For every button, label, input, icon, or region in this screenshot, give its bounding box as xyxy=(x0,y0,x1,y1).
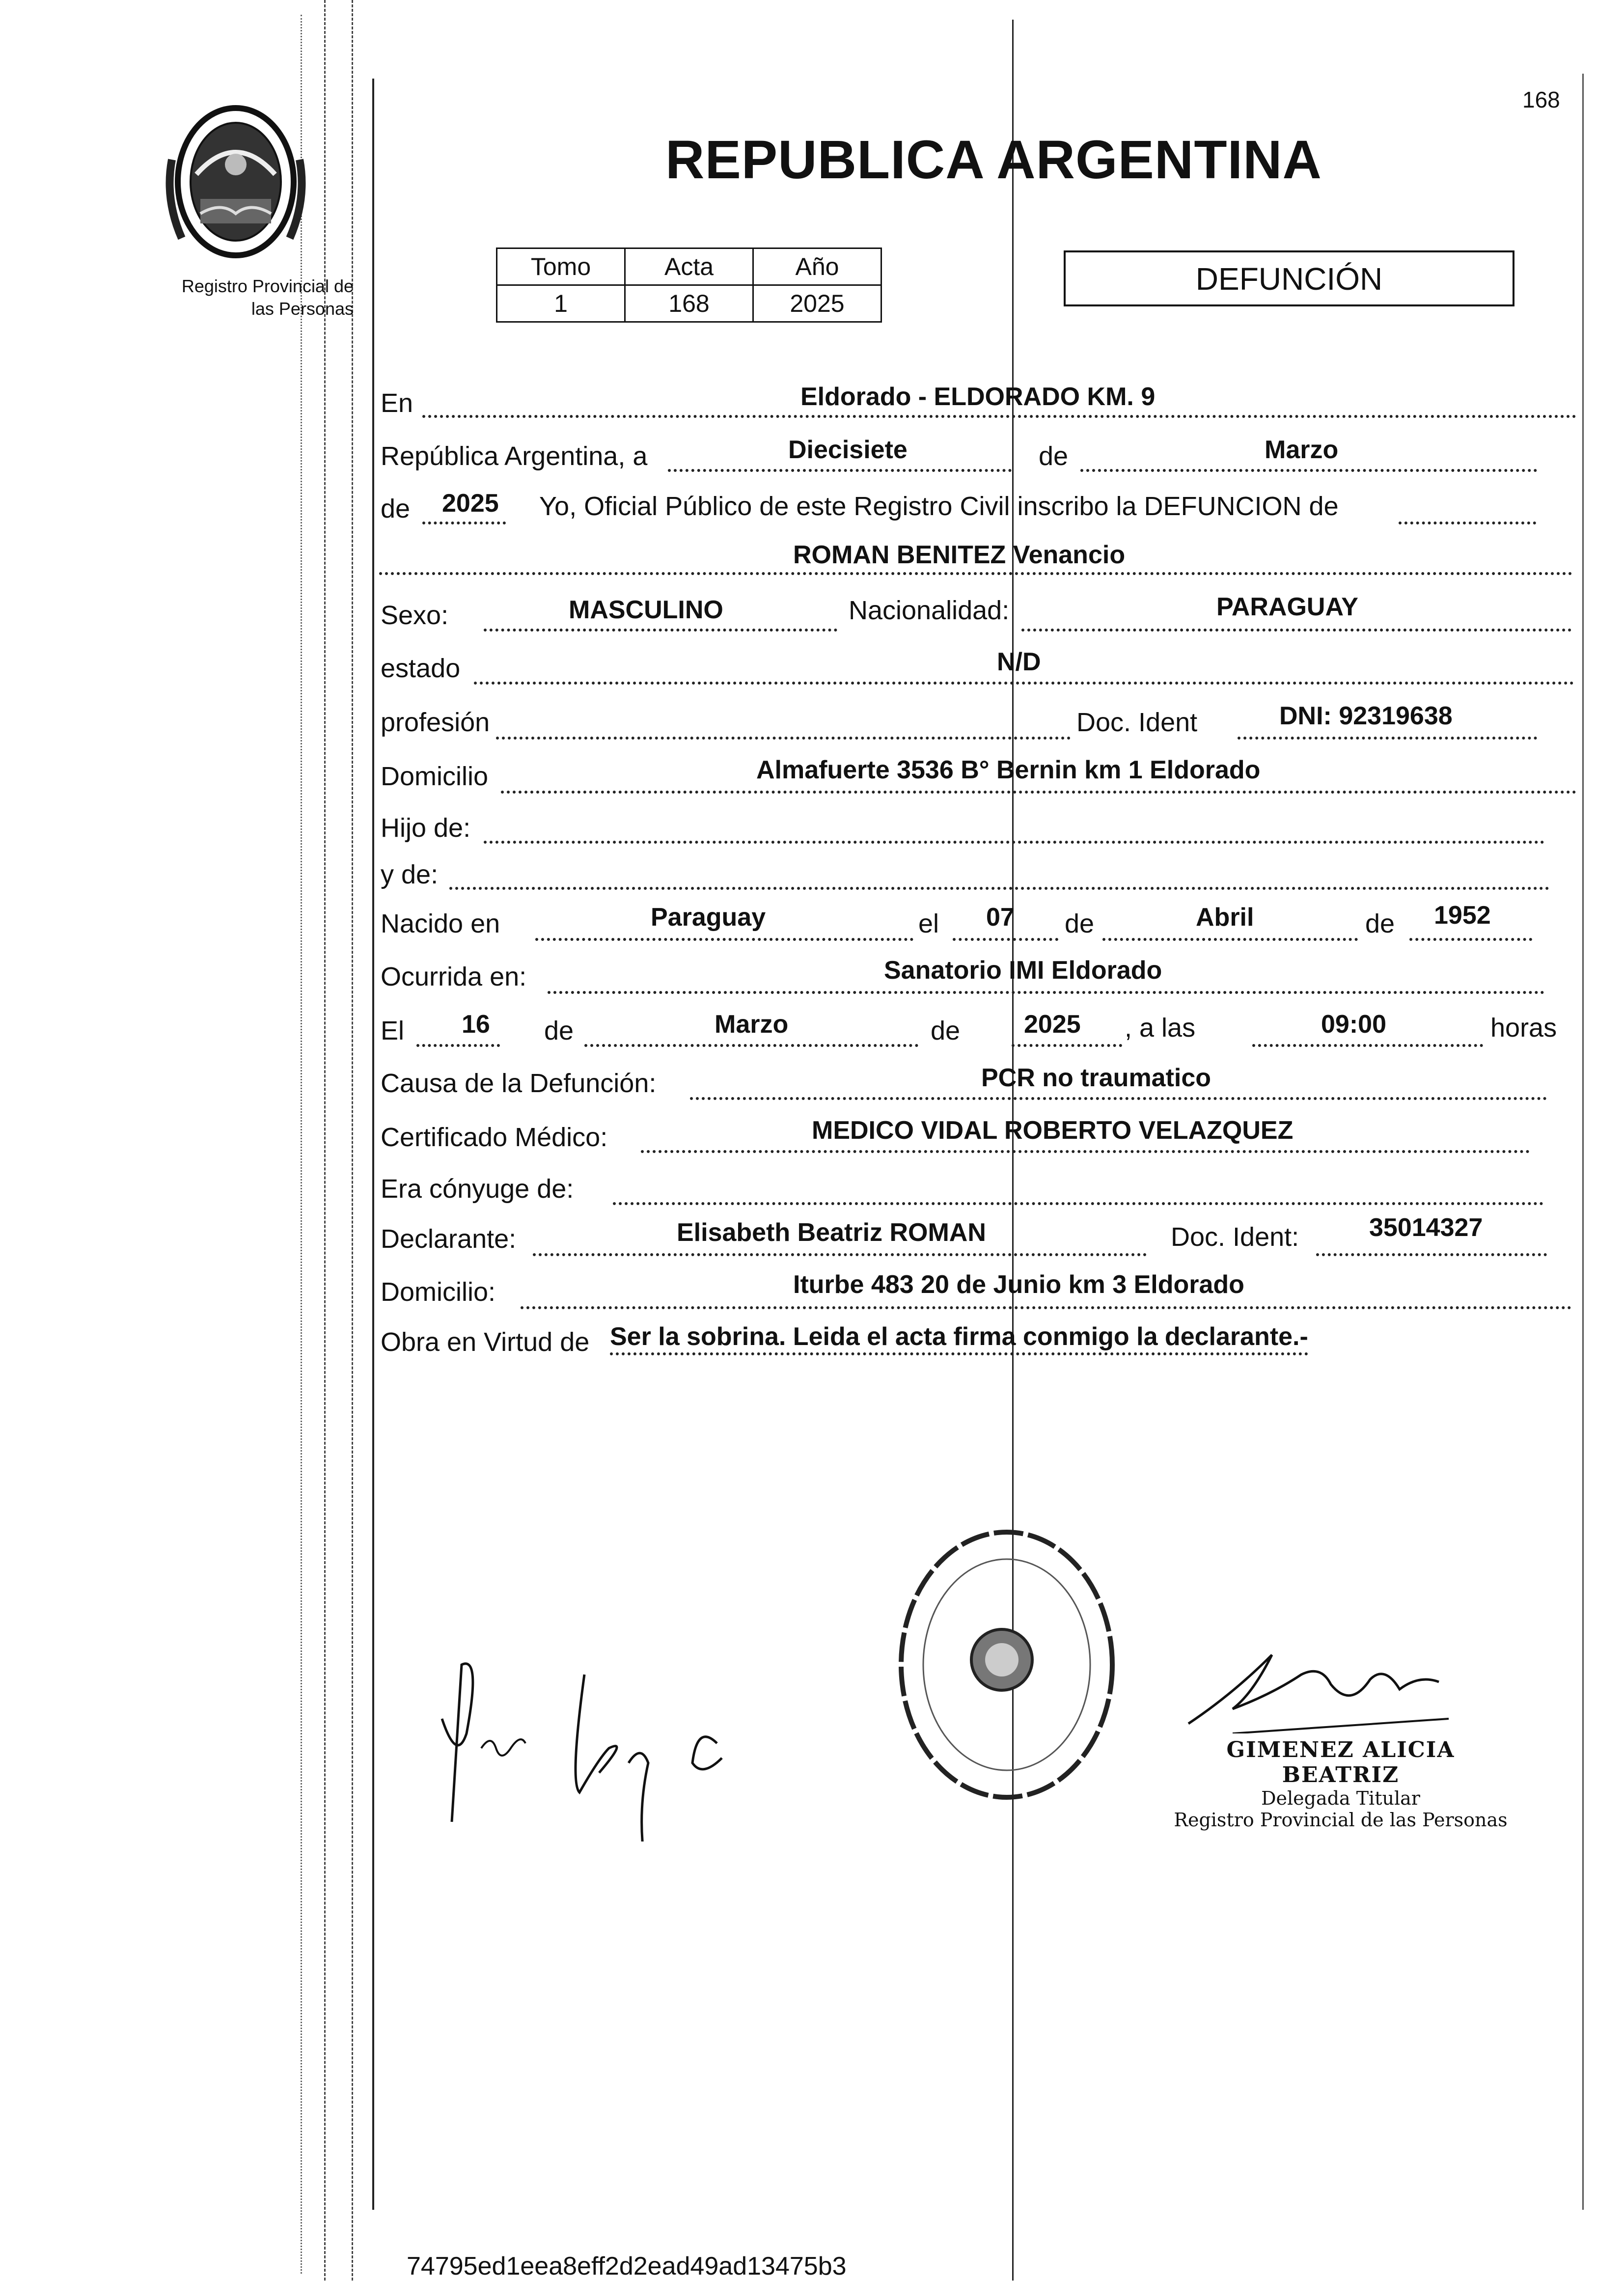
birth-month: Abril xyxy=(1196,903,1254,932)
domicilio: Almafuerte 3536 B° Bernin km 1 Eldorado xyxy=(756,756,1261,784)
officer-role: Delegada Titular xyxy=(1261,1787,1420,1809)
statement-text: Yo, Oficial Público de este Registro Civil inscribo la DEFUNCION de xyxy=(539,492,1339,521)
en-dotline xyxy=(422,415,1576,418)
hijo-dotline xyxy=(484,841,1544,844)
birth-day-dotline xyxy=(953,938,1058,941)
record-table xyxy=(496,247,882,323)
republica-label: República Argentina, a xyxy=(381,441,648,471)
hijo-label: Hijo de: xyxy=(381,813,471,843)
month: Marzo xyxy=(1265,436,1339,464)
header-acta: Acta xyxy=(625,248,753,285)
profesion-label: profesión xyxy=(381,708,490,737)
causa: PCR no traumatico xyxy=(981,1064,1211,1092)
birth-day: 07 xyxy=(986,903,1015,932)
province-seal xyxy=(162,101,309,263)
registry-caption-line1: Registro Provincial de xyxy=(181,276,354,296)
causa-label: Causa de la Defunción: xyxy=(381,1069,657,1098)
nacido-label: Nacido en xyxy=(381,909,500,938)
value-acta: 168 xyxy=(625,285,753,322)
record-table-header-row xyxy=(497,248,881,285)
ocurrida: Sanatorio IMI Eldorado xyxy=(884,956,1162,985)
birth-year: 1952 xyxy=(1434,901,1491,930)
registry-stamp xyxy=(884,1512,1129,1817)
form-left-border xyxy=(372,79,374,2210)
en-label: En xyxy=(381,388,413,418)
year: 2025 xyxy=(442,489,499,518)
doc-ident-dotline xyxy=(1238,737,1537,740)
record-table-value-row xyxy=(497,285,881,322)
birth-month-dotline xyxy=(1102,938,1358,941)
nacionalidad-label: Nacionalidad: xyxy=(849,596,1010,625)
yde-dotline xyxy=(449,887,1549,890)
estado-label: estado xyxy=(381,654,461,683)
death-de2-label: de xyxy=(931,1016,961,1045)
domicilio-dotline xyxy=(501,791,1576,794)
declarante-doc-dotline xyxy=(1316,1253,1547,1256)
en-value: Eldorado - ELDORADO KM. 9 xyxy=(800,383,1156,411)
birth-de2-label: de xyxy=(1365,909,1395,938)
declarante: Elisabeth Beatriz ROMAN xyxy=(677,1218,986,1247)
nacionalidad: PARAGUAY xyxy=(1216,593,1358,621)
form-right-border xyxy=(1582,74,1584,2210)
ocurrida-dotline xyxy=(548,991,1544,994)
value-tomo: 1 xyxy=(497,285,625,322)
declarante-dotline xyxy=(533,1253,1147,1256)
month-dotline xyxy=(1080,469,1537,472)
declarant-signature xyxy=(422,1635,766,1841)
birth-year-dotline xyxy=(1409,938,1532,941)
yde-label: y de: xyxy=(381,860,439,889)
header-tomo: Tomo xyxy=(497,248,625,285)
registry-caption-line2: las Personas xyxy=(251,299,354,319)
death-de-label: de xyxy=(544,1016,574,1045)
el2-label: El xyxy=(381,1016,405,1045)
day-dotline xyxy=(668,469,1012,472)
death-year: 2025 xyxy=(1024,1010,1081,1039)
estado-dotline xyxy=(474,682,1574,685)
horas-label: horas xyxy=(1490,1013,1557,1043)
document-hash: 74795ed1eea8eff2d2ead49ad13475b3 xyxy=(407,2252,847,2281)
day-words: Diecisiete xyxy=(788,436,908,464)
death-time: 09:00 xyxy=(1321,1010,1386,1039)
death-year-dotline xyxy=(1012,1044,1122,1047)
ocurrida-label: Ocurrida en: xyxy=(381,962,527,991)
dom2: Iturbe 483 20 de Junio km 3 Eldorado xyxy=(793,1270,1244,1299)
death-month-dotline xyxy=(584,1044,918,1047)
nacionalidad-dotline xyxy=(1021,629,1571,632)
statement-dotline xyxy=(1399,522,1536,524)
year-dotline xyxy=(422,522,506,524)
margin-dashed-line-2 xyxy=(352,0,353,2281)
estado: N/D xyxy=(997,648,1041,676)
certificado-dotline xyxy=(641,1150,1530,1153)
de-label: de xyxy=(1039,441,1069,471)
declarante-label: Declarante: xyxy=(381,1224,517,1254)
nacido-dotline xyxy=(535,938,913,941)
dom2-label: Domicilio: xyxy=(381,1277,496,1307)
deceased-name: ROMAN BENITEZ Venancio xyxy=(793,541,1126,569)
causa-dotline xyxy=(690,1097,1547,1100)
margin-dashed-line-1 xyxy=(324,0,326,2281)
officer-office: Registro Provincial de las Personas xyxy=(1174,1809,1508,1831)
value-ano: 2025 xyxy=(753,285,881,322)
domicilio-label: Domicilio xyxy=(381,762,489,791)
declarante-doc-label: Doc. Ident: xyxy=(1171,1222,1299,1252)
obra: Ser la sobrina. Leida el acta firma conmigo la declarante.- xyxy=(610,1322,1308,1355)
death-month: Marzo xyxy=(715,1010,789,1039)
page-title: REPUBLICA ARGENTINA xyxy=(665,130,1322,190)
certificado: MEDICO VIDAL ROBERTO VELAZQUEZ xyxy=(812,1116,1294,1145)
doc-ident: DNI: 92319638 xyxy=(1279,702,1453,730)
death-day: 16 xyxy=(462,1010,490,1039)
page-number: 168 xyxy=(1522,87,1560,112)
document-type-box: DEFUNCIÓN xyxy=(1064,250,1514,306)
name-dotline xyxy=(379,572,1572,575)
conyuge-dotline xyxy=(613,1202,1543,1205)
nacido-en: Paraguay xyxy=(651,903,766,932)
declarante-doc: 35014327 xyxy=(1369,1213,1483,1242)
doc-ident-label: Doc. Ident xyxy=(1076,708,1198,737)
el-label: el xyxy=(918,909,939,938)
sexo-label: Sexo: xyxy=(381,601,449,630)
officer-name: GIMENEZ ALICIA BEATRIZ xyxy=(1226,1737,1455,1787)
birth-de-label: de xyxy=(1065,909,1095,938)
certificado-label: Certificado Médico: xyxy=(381,1123,608,1152)
officer-block xyxy=(1174,1737,1508,1831)
time-dotline xyxy=(1252,1044,1483,1047)
profesion-dotline xyxy=(496,737,1071,740)
death-day-dotline xyxy=(416,1044,500,1047)
header-ano: Año xyxy=(753,248,881,285)
sexo-dotline xyxy=(484,629,837,632)
registry-caption xyxy=(147,275,354,320)
de2-label: de xyxy=(381,494,411,523)
officer-signature xyxy=(1174,1635,1478,1733)
conyuge-label: Era cónyuge de: xyxy=(381,1174,574,1204)
dom2-dotline xyxy=(521,1306,1571,1309)
margin-dotted-line-1 xyxy=(301,15,302,2274)
alas-label: , a las xyxy=(1125,1013,1196,1043)
obra-label: Obra en Virtud de xyxy=(381,1327,590,1357)
sexo: MASCULINO xyxy=(569,596,723,624)
